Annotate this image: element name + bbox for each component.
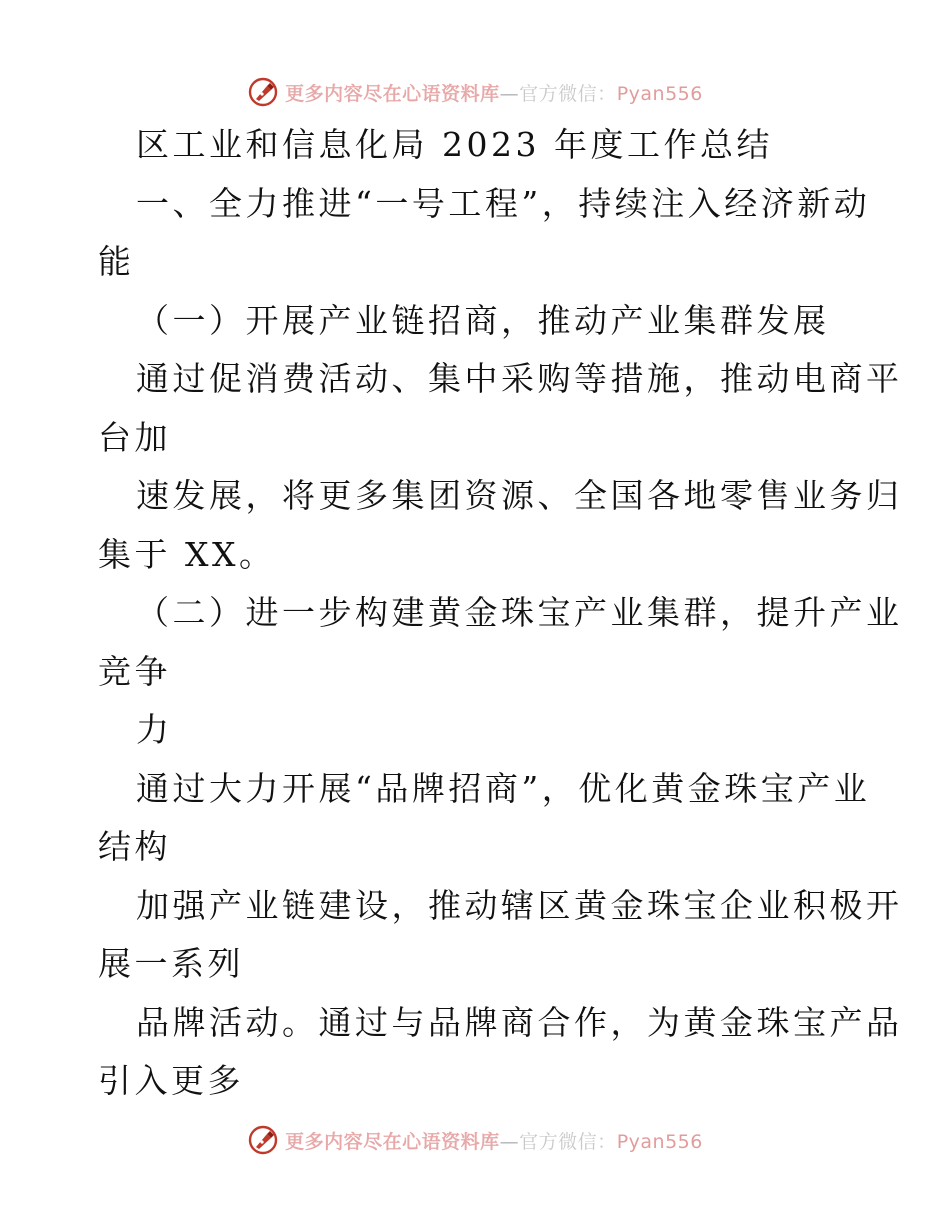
paragraph-line: 展一系列 [98,944,244,983]
paragraph-line: 品牌活动。通过与品牌商合作，为黄金珠宝产品 [136,1002,903,1042]
paragraph-line: 通过促消费活动、集中采购等措施，推动电商平 [136,359,903,398]
document-body [98,116,903,1111]
pen-nib-logo-icon [247,76,279,108]
watermark-text [285,79,703,106]
section-heading-1: 一、全力推进“一号工程”，持续注入经济新动 [136,183,871,223]
paragraph-line: 台加 [98,417,171,457]
footer-watermark [0,1120,950,1160]
watermark-wechat-id: Pyan556 [616,82,703,105]
header-watermark [0,72,950,112]
document-title: 区工业和信息化局 2023 年度工作总结 [136,125,773,164]
watermark-dash: — [499,82,520,105]
subsection-heading-2-cont: 竞争 [98,651,171,691]
subsection-heading-2-cont: 力 [136,710,173,749]
paragraph-line: 加强产业链建设，推动辖区黄金珠宝企业积极开 [136,885,903,925]
watermark-dash: — [499,1130,520,1153]
watermark-wechat-id: Pyan556 [616,1130,703,1153]
paragraph-line: 速发展，将更多集团资源、全国各地零售业务归 [136,476,903,515]
pen-nib-logo-icon [247,1124,279,1156]
paragraph-line: 引入更多 [98,1061,244,1100]
paragraph-line: 结构 [98,827,171,866]
watermark-text [285,1127,703,1154]
paragraph-line: 集于 XX。 [98,534,276,574]
paragraph-line: 通过大力开展“品牌招商”，优化黄金珠宝产业 [136,768,871,808]
subsection-heading-2: （二）进一步构建黄金珠宝产业集群，提升产业 [136,593,903,632]
watermark-wechat-label: 官方微信： [519,82,617,105]
subsection-heading-1: （一）开展产业链招商，推动产业集群发展 [136,300,830,340]
watermark-brand: 更多内容尽在心语资料库 [285,1130,500,1153]
watermark-wechat-label: 官方微信： [519,1130,617,1153]
watermark-brand: 更多内容尽在心语资料库 [285,82,500,105]
section-heading-1-cont: 能 [98,242,135,281]
